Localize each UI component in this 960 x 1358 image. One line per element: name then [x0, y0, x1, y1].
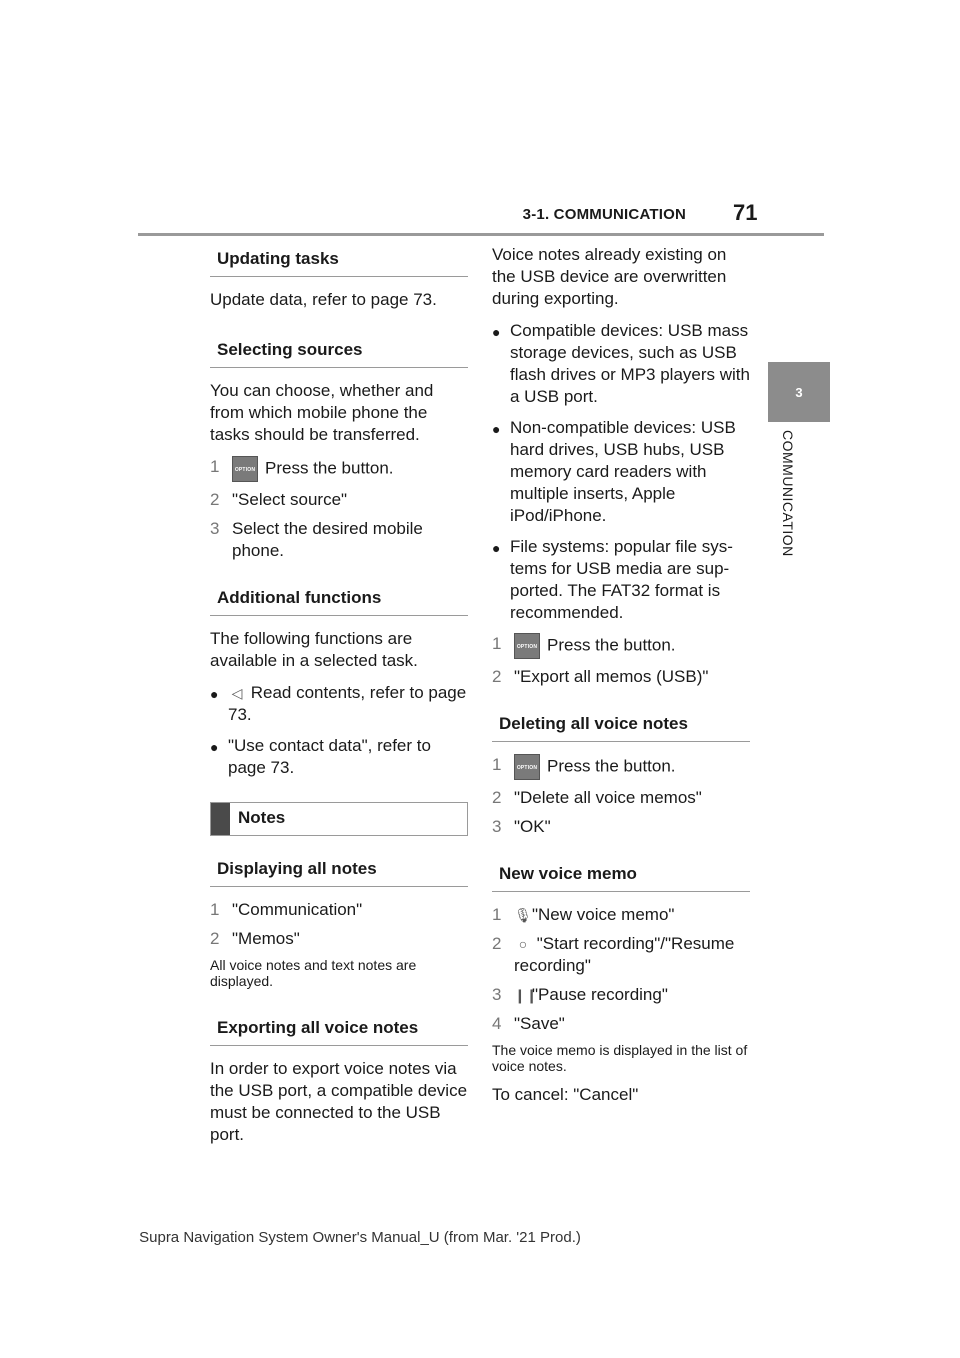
step-number: 3 — [492, 817, 502, 836]
step-number: 2 — [210, 490, 220, 509]
step-text: "Start recording"/"Resume recording" — [514, 934, 735, 975]
step-text: "Delete all voice memos" — [514, 788, 702, 807]
option-button-icon: OPTION — [232, 456, 258, 482]
bullet-icon: ● — [492, 540, 501, 556]
heading-displaying-all-notes: Displaying all notes — [210, 854, 468, 887]
step — [492, 933, 750, 977]
step-number: 1 — [492, 634, 502, 653]
list-item-text: File systems: popular file sys-tems for USB media are sup-ported. The FAT32 format is recommended. — [510, 537, 733, 622]
step-number: 2 — [210, 929, 220, 948]
step-number: 3 — [210, 519, 220, 538]
page-number: 71 — [733, 200, 758, 225]
heading-exporting: Exporting all voice notes — [210, 1013, 468, 1046]
step-text: "Export all memos (USB)" — [514, 667, 709, 686]
list-item-text: Compatible devices: USB mass storage devices, such as USB flash drives or MP3 players with a USB port. — [510, 321, 750, 406]
step-number: 1 — [492, 905, 502, 924]
heading-notes — [210, 802, 468, 836]
step — [210, 928, 468, 950]
microphone-icon: 🎙 — [514, 907, 532, 923]
step-number: 2 — [492, 667, 502, 686]
list-item — [492, 417, 750, 527]
additional-functions-text: The following functions are available in a selected task. — [210, 629, 418, 670]
step-number: 3 — [492, 985, 502, 1004]
step-text: "Communication" — [232, 900, 363, 919]
step-text: "New voice memo" — [532, 905, 675, 924]
step-number: 1 — [210, 457, 220, 476]
step — [210, 899, 468, 921]
step-text: "OK" — [514, 817, 551, 836]
speaker-icon: ◁ — [231, 685, 243, 701]
list-item — [492, 320, 750, 408]
list-item — [210, 682, 468, 726]
step — [210, 456, 468, 482]
list-item — [210, 735, 468, 779]
bullet-icon: ● — [210, 739, 219, 755]
left-column — [210, 244, 468, 1156]
chapter-tab: 3 — [768, 362, 830, 422]
step-number: 4 — [492, 1014, 502, 1033]
export-cont-text: Voice notes already existing on the USB device are overwritten during exporting. — [492, 245, 727, 308]
heading-deleting: Deleting all voice notes — [492, 709, 750, 742]
selecting-sources-text: You can choose, whether and from which mobile phone the tasks should be transferred. — [210, 381, 434, 444]
step — [492, 1013, 750, 1035]
notes-heading-text: Notes — [238, 808, 286, 827]
chapter-tab-label: COMMUNICATION — [780, 430, 796, 557]
new-memo-note: The voice memo is displayed in the list of voice notes. — [492, 1042, 748, 1074]
step — [492, 984, 750, 1006]
cancel-text: To cancel: "Cancel" — [492, 1085, 639, 1104]
step-text: Press the button. — [547, 635, 676, 655]
pause-icon: ❙❙ — [514, 987, 538, 1003]
step-number: 1 — [492, 755, 502, 774]
list-item-text: Read contents, refer to page 73. — [228, 683, 467, 724]
step-number: 1 — [210, 900, 220, 919]
footer: Supra Navigation System Owner's Manual_U (from Mar. '21 Prod.) — [139, 1229, 581, 1246]
heading-updating-tasks: Updating tasks — [210, 244, 468, 277]
heading-additional-functions: Additional functions — [210, 583, 468, 616]
step-text: Press the button. — [265, 458, 394, 478]
step-text: "Select source" — [232, 490, 348, 509]
step-text: "Save" — [514, 1014, 565, 1033]
list-item — [492, 536, 750, 624]
step — [210, 518, 468, 562]
right-column — [492, 244, 750, 1116]
step-text: "Pause recording" — [532, 985, 668, 1004]
list-item-text: Non-compatible devices: USB hard drives, USB hubs, USB memory card readers with multiple inserts, Apple iPod/iPhone. — [510, 418, 736, 525]
section-title: 3-1. COMMUNICATION — [522, 206, 686, 223]
step-number: 2 — [492, 934, 502, 953]
step — [210, 489, 468, 511]
bullet-icon: ● — [492, 421, 501, 437]
updating-tasks-text: Update data, refer to page 73. — [210, 290, 437, 309]
heading-new-voice-memo: New voice memo — [492, 859, 750, 892]
step-text: "Memos" — [232, 929, 300, 948]
record-icon: ○ — [518, 936, 528, 952]
step — [492, 754, 750, 780]
step — [492, 787, 750, 809]
step-number: 2 — [492, 788, 502, 807]
option-button-icon: OPTION — [514, 754, 540, 780]
step-text: Select the desired mobile phone. — [232, 519, 423, 560]
list-item-text: "Use contact data", refer to page 73. — [228, 736, 431, 777]
step — [492, 904, 750, 926]
header-rule — [138, 233, 824, 236]
exporting-text: In order to export voice notes via the USB port, a compatible device must be connected to the USB port. — [210, 1059, 468, 1144]
bullet-icon: ● — [492, 324, 501, 340]
option-button-icon: OPTION — [514, 633, 540, 659]
step — [492, 633, 750, 659]
displaying-note: All voice notes and text notes are displayed. — [210, 957, 417, 989]
step — [492, 666, 750, 688]
notes-bar — [211, 803, 230, 835]
bullet-icon: ● — [210, 686, 219, 702]
heading-selecting-sources: Selecting sources — [210, 335, 468, 368]
step — [492, 816, 750, 838]
step-text: Press the button. — [547, 756, 676, 776]
